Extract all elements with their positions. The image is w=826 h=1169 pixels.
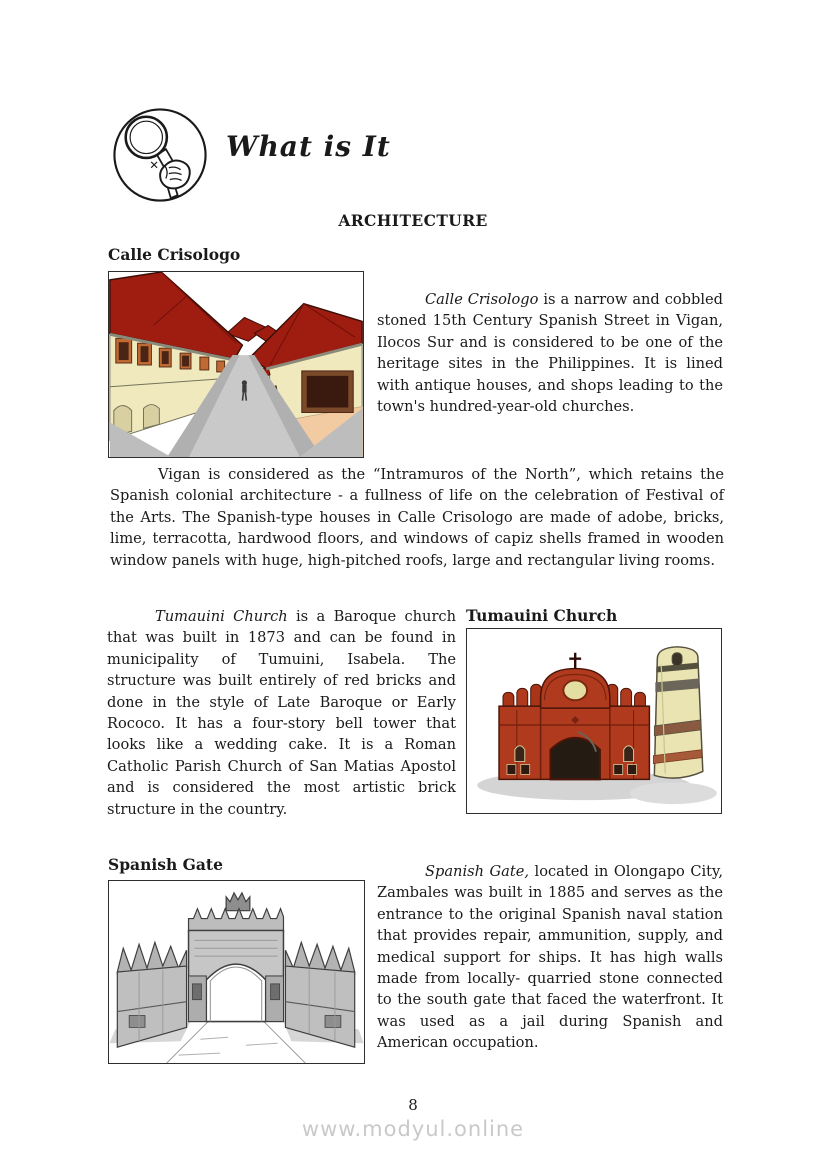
watermark: www.modyul.online <box>301 1117 525 1141</box>
page-number: 8 <box>408 1096 418 1114</box>
brick-church-illustration <box>466 628 722 814</box>
vigan-street-illustration <box>108 271 364 458</box>
calle-body-text: is a narrow and cobbled stoned 15th Century Spanish Street in Vigan, Ilocos Sur and is considered to be one of the heritage sites in the Philippines. It is lined with antique houses, and shops leading to the town's hundred-year-old churches. <box>377 291 723 416</box>
tumauini-body-text: is a Baroque church that was built in 1873 and can be found in municipality of Tumuini, Isabela. The structure was built entirely of red bricks and done in the style of Late Baroque or Early Rococo. It has a four-story bell tower that looks like a wedding cake. It is a Roman Catholic Parish Church of San Matias Apostol and is considered the most artistic brick structure in the country. <box>107 608 456 818</box>
vigan-paragraph: Vigan is considered as the “Intramuros of the North”, which retains the Spanish colonial architecture - a fullness of life on the celebration of Festival of the Arts. The Spanish-type houses in Calle Crisologo are made of adobe, bricks, lime, terracotta, hardwood floors, and windows of capiz shells framed in wooden window panels with huge, high-pitched roofs, large and rectangular living rooms. <box>110 466 724 569</box>
gate-lead-text: Spanish Gate, <box>425 863 530 880</box>
spanish-gate-heading: Spanish Gate <box>108 855 223 874</box>
architecture-heading: ARCHITECTURE <box>338 211 488 230</box>
calle-lead-text: Calle Crisologo <box>425 291 539 308</box>
gate-body-text: located in Olongapo City, Zambales was built in 1885 and serves as the entrance to the original Spanish naval station that provides repair, ammunition, supply, and medical support for ships. It has high walls made from locally- quarried stone connected to the south gate that faced the waterfront. It was used as a jail during Spanish and American occupation. <box>377 863 723 1052</box>
magnifier-hand-icon <box>111 106 209 204</box>
calle-crisologo-heading: Calle Crisologo <box>108 245 241 264</box>
calle-crisologo-paragraph <box>377 289 723 417</box>
tumauini-lead-text: Tumauini Church <box>155 608 288 625</box>
page-title: What is It <box>226 130 391 163</box>
tumauini-church-heading: Tumauini Church <box>466 606 618 625</box>
stone-gate-illustration <box>108 880 365 1064</box>
spanish-gate-paragraph <box>377 861 723 1054</box>
tumauini-paragraph <box>107 606 456 820</box>
